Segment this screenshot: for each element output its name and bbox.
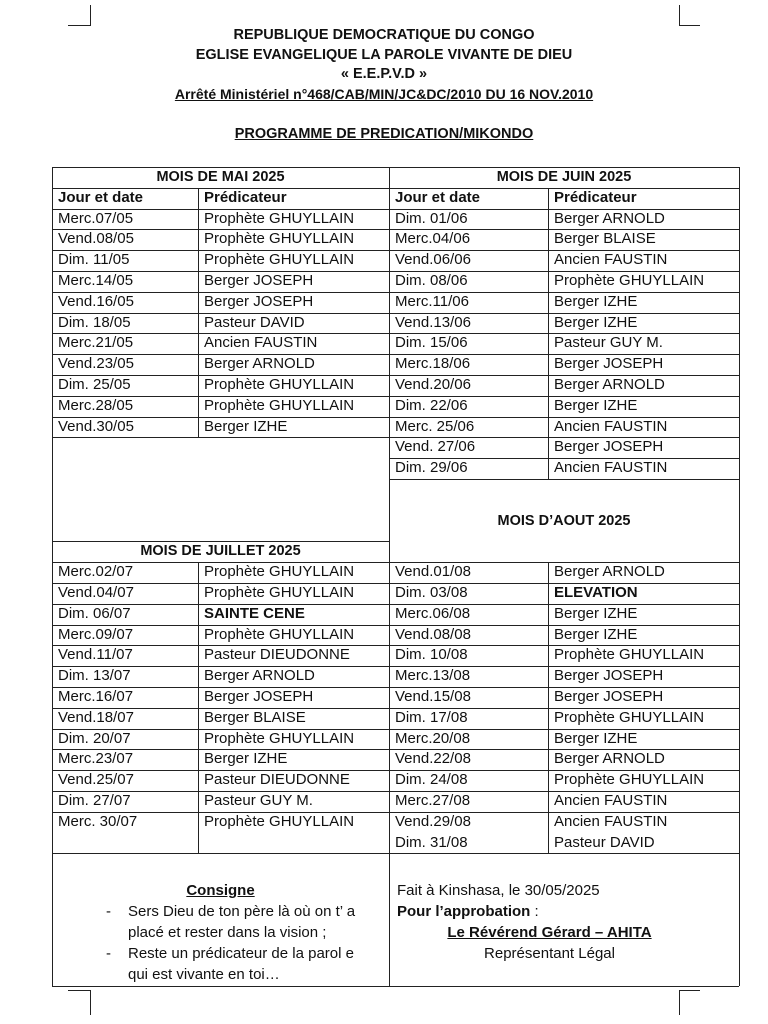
approval-sep: :	[530, 903, 539, 920]
signature-block	[397, 880, 702, 964]
preacher-cell: Prophète GHUYLLAIN	[204, 376, 355, 393]
date-cell: Merc.27/08	[395, 792, 471, 809]
month-title-aout: MOIS D’AOUT 2025	[497, 513, 631, 529]
preacher-cell: SAINTE CENE	[204, 605, 305, 622]
preacher-cell: Ancien FAUSTIN	[554, 792, 668, 809]
preacher-cell: Berger IZHE	[554, 314, 638, 331]
table-right-border	[739, 167, 740, 986]
preacher-cell: Berger IZHE	[554, 293, 638, 310]
preacher-cell: Berger IZHE	[204, 750, 288, 767]
row-line	[389, 479, 739, 480]
column-header-date: Jour et date	[58, 189, 144, 206]
consigne-item	[52, 943, 389, 985]
crop-mark-top-right	[679, 5, 700, 26]
column-divider	[198, 562, 199, 853]
preacher-cell: ELEVATION	[554, 584, 638, 601]
date-cell: Vend.29/08	[395, 813, 471, 830]
crop-mark-bottom-right	[679, 990, 700, 1015]
crop-mark-top-left	[68, 5, 91, 26]
column-header-preacher: Prédicateur	[204, 189, 287, 206]
preacher-cell: Ancien FAUSTIN	[204, 334, 318, 351]
preacher-cell: Pasteur DIEUDONNE	[204, 771, 350, 788]
consigne-dash: -	[106, 945, 111, 962]
date-cell: Dim. 13/07	[58, 667, 131, 684]
preacher-cell: Berger JOSEPH	[554, 688, 664, 705]
preacher-cell: Berger BLAISE	[204, 709, 306, 726]
date-cell: Vend.13/06	[395, 314, 471, 331]
preacher-cell: Berger JOSEPH	[554, 667, 664, 684]
date-cell: Dim. 25/05	[58, 376, 131, 393]
date-cell: Merc.13/08	[395, 667, 471, 684]
preacher-cell: Pasteur DAVID	[204, 314, 305, 331]
date-cell: Dim. 20/07	[58, 730, 131, 747]
preacher-cell: Pasteur GUY M.	[204, 792, 313, 809]
preacher-cell: Prophète GHUYLLAIN	[204, 397, 355, 414]
date-cell: Merc.04/06	[395, 230, 471, 247]
middle-divider	[389, 167, 390, 986]
preacher-cell: Ancien FAUSTIN	[554, 813, 668, 830]
month-title-juillet: MOIS DE JUILLET 2025	[140, 543, 301, 559]
date-cell: Vend.15/08	[395, 688, 471, 705]
date-cell: Dim. 31/08	[395, 834, 468, 851]
date-cell: Vend. 27/06	[395, 438, 476, 455]
preacher-cell: Berger JOSEPH	[554, 355, 664, 372]
date-cell: Vend.25/07	[58, 771, 134, 788]
column-divider	[198, 188, 199, 437]
signatory-role: Représentant Légal	[484, 945, 615, 962]
preacher-cell: Berger IZHE	[554, 730, 638, 747]
date-cell: Vend.22/08	[395, 750, 471, 767]
preacher-cell: Berger IZHE	[554, 605, 638, 622]
table-bottom-border	[52, 986, 739, 987]
column-divider	[548, 562, 549, 853]
preacher-cell: Prophète GHUYLLAIN	[204, 210, 355, 227]
date-cell: Dim. 01/06	[395, 210, 468, 227]
consigne-title: Consigne	[186, 882, 255, 899]
consigne-block	[52, 880, 389, 985]
date-cell: Vend.23/05	[58, 355, 134, 372]
table-left-border	[52, 167, 53, 986]
approval-label: Pour l’approbation	[397, 903, 531, 920]
preacher-cell: Prophète GHUYLLAIN	[204, 563, 355, 580]
preacher-cell: Prophète GHUYLLAIN	[554, 709, 705, 726]
consigne-item-text: Sers Dieu de ton père là où on t’ a placé et rester dans la vision ;	[128, 903, 356, 941]
preacher-cell: Ancien FAUSTIN	[554, 418, 668, 435]
preacher-cell: Berger JOSEPH	[204, 293, 314, 310]
date-cell: Merc.18/06	[395, 355, 471, 372]
preacher-cell: Berger ARNOLD	[204, 667, 315, 684]
schedule-bottom-line	[52, 853, 739, 854]
preacher-cell: Pasteur DAVID	[554, 834, 655, 851]
schedule-table	[52, 167, 768, 986]
date-cell: Vend.20/06	[395, 376, 471, 393]
preacher-cell: Berger ARNOLD	[554, 210, 665, 227]
date-cell: Merc.06/08	[395, 605, 471, 622]
preacher-cell: Prophète GHUYLLAIN	[204, 730, 355, 747]
crop-mark-bottom-left	[68, 990, 91, 1015]
date-cell: Vend.16/05	[58, 293, 134, 310]
date-cell: Vend.08/05	[58, 230, 134, 247]
place-date: Fait à Kinshasa, le 30/05/2025	[397, 882, 600, 899]
date-cell: Dim. 15/06	[395, 334, 468, 351]
date-cell: Dim. 11/05	[58, 251, 130, 268]
date-cell: Vend.08/08	[395, 626, 471, 643]
month-title-juin: MOIS DE JUIN 2025	[496, 169, 632, 185]
date-cell: Dim. 18/05	[58, 314, 131, 331]
date-cell: Merc.23/07	[58, 750, 134, 767]
preacher-cell: Prophète GHUYLLAIN	[554, 646, 705, 663]
date-cell: Merc.20/08	[395, 730, 471, 747]
consigne-item-text: Reste un prédicateur de la parol e qui est vivante en toi…	[128, 945, 354, 983]
date-cell: Merc.02/07	[58, 563, 134, 580]
date-cell: Vend.18/07	[58, 709, 134, 726]
date-cell: Merc. 25/06	[395, 418, 475, 435]
date-cell: Merc.21/05	[58, 334, 134, 351]
preacher-cell: Berger IZHE	[554, 626, 638, 643]
preacher-cell: Prophète GHUYLLAIN	[204, 584, 355, 601]
date-cell: Dim. 10/08	[395, 646, 468, 663]
signatory-name: Le Révérend Gérard – AHITA	[447, 924, 652, 941]
preacher-cell: Berger JOSEPH	[204, 688, 314, 705]
column-divider	[548, 188, 549, 479]
approval-line	[397, 901, 702, 922]
document-header	[0, 26, 768, 104]
preacher-cell: Berger JOSEPH	[554, 438, 664, 455]
date-cell: Merc. 30/07	[58, 813, 138, 830]
preacher-cell: Ancien FAUSTIN	[554, 459, 668, 476]
preacher-cell: Prophète GHUYLLAIN	[204, 230, 355, 247]
date-cell: Dim. 03/08	[395, 584, 468, 601]
preacher-cell: Prophète GHUYLLAIN	[554, 771, 705, 788]
date-cell: Vend.11/07	[58, 646, 133, 663]
date-cell: Dim. 29/06	[395, 459, 468, 476]
date-cell: Vend.06/06	[395, 251, 471, 268]
preacher-cell: Berger IZHE	[204, 418, 288, 435]
date-cell: Vend.04/07	[58, 584, 134, 601]
ministerial-decree: Arrêté Ministériel n°468/CAB/MIN/JC&DC/2010 DU 16 NOV.2010	[174, 85, 594, 102]
date-cell: Merc.09/07	[58, 626, 134, 643]
country-name: REPUBLIQUE DEMOCRATIQUE DU CONGO	[233, 27, 535, 43]
preacher-cell: Prophète GHUYLLAIN	[204, 251, 355, 268]
row-line	[52, 437, 389, 438]
church-name: EGLISE EVANGELIQUE LA PAROLE VIVANTE DE DIEU	[195, 46, 573, 63]
preacher-cell: Pasteur DIEUDONNE	[204, 646, 350, 663]
date-cell: Dim. 06/07	[58, 605, 131, 622]
date-cell: Dim. 27/07	[58, 792, 131, 809]
preacher-cell: Berger ARNOLD	[554, 750, 665, 767]
date-cell: Vend.30/05	[58, 418, 134, 435]
consigne-dash: -	[106, 903, 111, 920]
preacher-cell: Berger ARNOLD	[554, 563, 665, 580]
preacher-cell: Prophète GHUYLLAIN	[204, 626, 355, 643]
date-cell: Merc.14/05	[58, 272, 134, 289]
date-cell: Dim. 08/06	[395, 272, 468, 289]
date-cell: Dim. 22/06	[395, 397, 468, 414]
date-cell: Dim. 17/08	[395, 709, 468, 726]
preacher-cell: Prophète GHUYLLAIN	[554, 272, 705, 289]
preacher-cell: Ancien FAUSTIN	[554, 251, 668, 268]
column-header-date: Jour et date	[395, 189, 481, 206]
date-cell: Merc.11/06	[395, 293, 469, 310]
column-header-preacher: Prédicateur	[554, 189, 637, 206]
preacher-cell: Prophète GHUYLLAIN	[204, 813, 355, 830]
month-title-mai: MOIS DE MAI 2025	[156, 169, 285, 185]
date-cell: Dim. 24/08	[395, 771, 468, 788]
program-title: PROGRAMME DE PREDICATION/MIKONDO	[234, 126, 534, 142]
consigne-item	[52, 901, 389, 943]
preacher-cell: Berger JOSEPH	[204, 272, 314, 289]
date-cell: Merc.28/05	[58, 397, 134, 414]
church-acronym: « E.E.P.V.D »	[340, 66, 428, 82]
preacher-cell: Pasteur GUY M.	[554, 334, 663, 351]
preacher-cell: Berger BLAISE	[554, 230, 656, 247]
date-cell: Merc.07/05	[58, 210, 134, 227]
date-cell: Merc.16/07	[58, 688, 134, 705]
preacher-cell: Berger IZHE	[554, 397, 638, 414]
preacher-cell: Berger ARNOLD	[554, 376, 665, 393]
preacher-cell: Berger ARNOLD	[204, 355, 315, 372]
date-cell: Vend.01/08	[395, 563, 471, 580]
